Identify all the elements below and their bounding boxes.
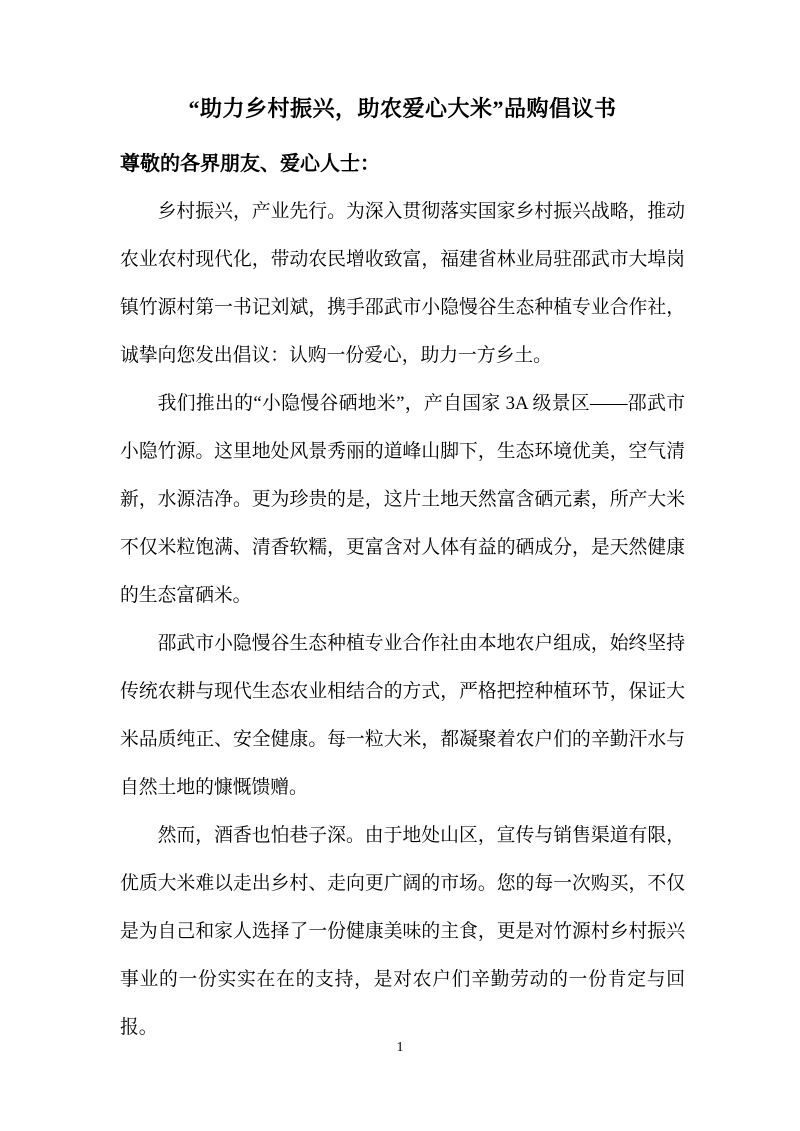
page-title: “助力乡村振兴，助农爱心大米”品购倡议书 [188,96,617,121]
page-number: 1 [396,1040,404,1055]
salutation-line: 尊敬的各界朋友、爱心人士： [120,153,380,175]
body-paragraph-4: 然而，酒香也怕巷子深。由于地处山区，宣传与销售渠道有限，优质大米难以走出乡村、走向更广阔的市场。您的每一次购买，不仅是为自己和家人选择了一份健康美味的主食，更是对竹源村乡村振兴事业的一份实实在在的支持，是对农户们辛勤劳动的一份肯定与回报。 [120,825,685,1038]
document-content [120,140,685,1052]
body-paragraph-2: 我们推出的“小隐慢谷硒地米”，产自国家 3A 级景区——邵武市小隐竹源。这里地处风景秀丽的道峰山脚下，生态环境优美，空气清新，水源洁净。更为珍贵的是，这片土地天然富含硒元素，所产大米不仅米粒饱满、清香软糯，更富含对人体有益的硒成分，是天然健康的生态富硒米。 [120,393,685,606]
body-paragraph-3: 邵武市小隐慢谷生态种植专业合作社由本地农户组成，始终坚持传统农耕与现代生态农业相结合的方式，严格把控种植环节，保证大米品质纯正、安全健康。每一粒大米，都凝聚着农户们的辛勤汗水与自然土地的慷慨馈赠。 [120,633,685,798]
body-paragraph-1: 乡村振兴，产业先行。为深入贯彻落实国家乡村振兴战略，推动农业农村现代化，带动农民增收致富，福建省林业局驻邵武市大埠岗镇竹源村第一书记刘斌，携手邵武市小隐慢谷生态种植专业合作社，诚挚向您发出倡议：认购一份爱心，助力一方乡土。 [120,201,685,366]
